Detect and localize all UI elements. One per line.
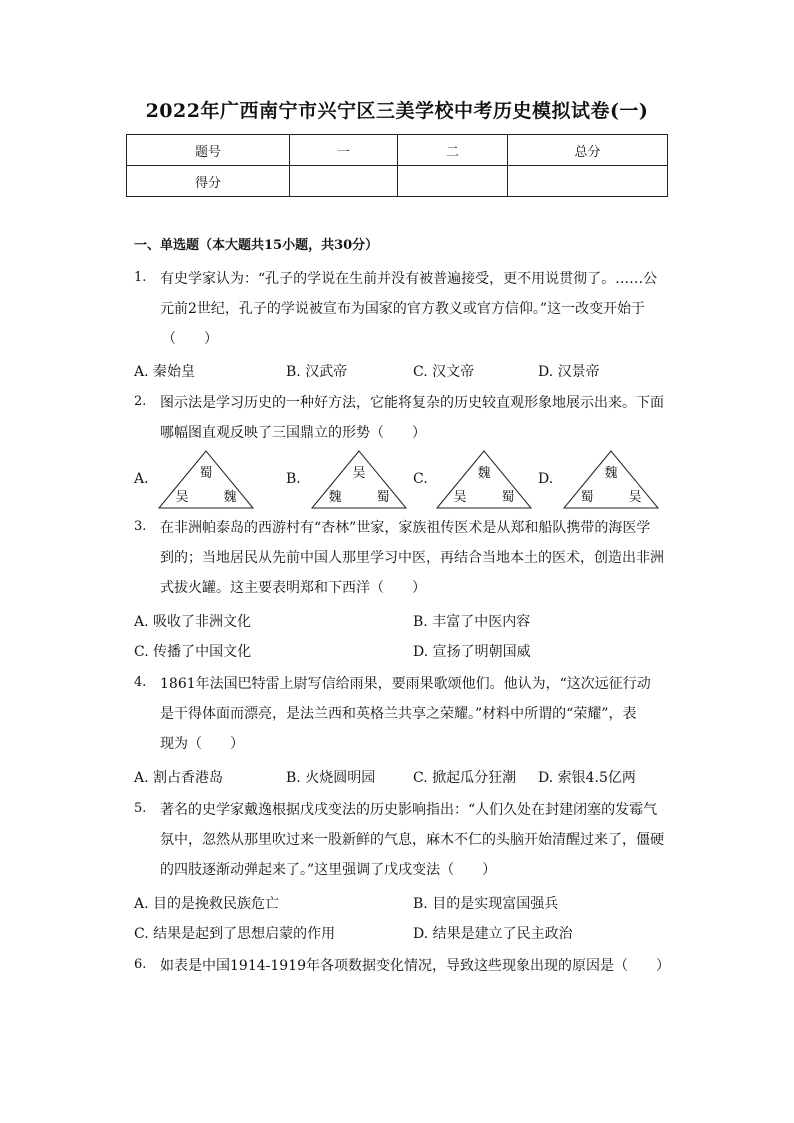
question-text: 元前2世纪，孔子的学说被宣布为国家的官方教义或官方信仰。”这一改变开始于: [160, 301, 646, 317]
option-a[interactable]: A. 割占香港岛: [134, 770, 224, 786]
question-number: 6.: [134, 957, 147, 972]
question-text: 1861年法国巴特雷上尉写信给雨果，要雨果歌颂他们。他认为，“这次远征行动: [160, 676, 651, 692]
question-text: 哪幅图直观反映了三国鼎立的形势（ ）: [160, 425, 426, 441]
option-d[interactable]: D. 汉景帝: [538, 364, 600, 380]
triangle-label-right: 魏: [223, 490, 237, 505]
page-title: 2022年广西南宁市兴宁区三美学校中考历史模拟试卷(一): [145, 100, 649, 122]
option-a[interactable]: A. 吸收了非洲文化: [134, 614, 252, 630]
question-text: 图示法是学习历史的一种好方法，它能将复杂的历史较直观形象地展示出来。下面: [160, 395, 664, 411]
question-text: （ ）: [162, 331, 218, 347]
option-c[interactable]: C. 汉文帝: [413, 364, 475, 380]
triangle-diagram: [563, 450, 659, 510]
question-text: 是干得体面而漂亮，是法兰西和英格兰共享之荣耀。”材料中所谓的“荣耀”，表: [160, 706, 637, 722]
table-cell: 二: [398, 135, 508, 166]
option-a[interactable]: A. 目的是挽救民族危亡: [134, 896, 280, 912]
option-c[interactable]: C. 结果是起到了思想启蒙的作用: [134, 926, 336, 942]
triangle-label-top: 吴: [352, 466, 366, 481]
option-d[interactable]: D. 宣扬了明朝国威: [413, 644, 531, 660]
option-c[interactable]: C. 传播了中国文化: [134, 644, 252, 660]
score-table-header-row: [127, 135, 668, 166]
question-number: 2.: [134, 394, 147, 409]
question-number: 1.: [134, 270, 147, 285]
option-b[interactable]: B. 汉武帝: [286, 364, 348, 380]
score-table: [126, 134, 668, 197]
question-text: 到的；当地居民从先前中国人那里学习中医，再结合当地本土的医术，创造出非洲: [160, 550, 664, 566]
question-text: 在非洲帕泰岛的西游村有“杏林”世家，家族祖传医术是从郑和船队携带的海医学: [160, 520, 651, 536]
score-cell: [290, 166, 398, 197]
triangle-label-top: 魏: [604, 466, 618, 481]
triangle-label-left: 魏: [328, 490, 342, 505]
table-cell: 总分: [508, 135, 668, 166]
question-number: 4.: [134, 675, 147, 690]
option-d[interactable]: D. 结果是建立了民主政治: [413, 926, 573, 942]
question-number: 5.: [134, 801, 147, 816]
question-number: 3.: [134, 519, 147, 534]
option-c[interactable]: C. 掀起瓜分狂潮: [413, 770, 517, 786]
option-c[interactable]: C.: [413, 471, 428, 487]
question-text: 式拔火罐。这主要表明郑和下西洋（ ）: [160, 580, 426, 596]
score-cell: [508, 166, 668, 197]
question-text: 如表是中国1914-1919年各项数据变化情况，导致这些现象出现的原因是（ ）: [160, 958, 670, 974]
question-text: 现为（ ）: [160, 736, 244, 752]
triangle-label-top: 魏: [477, 466, 491, 481]
triangle-label-left: 吴: [453, 490, 467, 505]
triangle-diagram: [158, 450, 254, 510]
triangle-label-right: 蜀: [376, 490, 390, 505]
option-d[interactable]: D. 索银4.5亿两: [538, 770, 636, 786]
score-table-row: [127, 166, 668, 197]
option-b[interactable]: B. 丰富了中医内容: [413, 614, 531, 630]
score-cell: [398, 166, 508, 197]
triangle-label-left: 吴: [175, 490, 189, 505]
question-text: 著名的史学家戴逸根据戊戌变法的历史影响指出：“人们久处在封建闭塞的发霉气: [160, 802, 658, 818]
option-d[interactable]: D.: [538, 471, 554, 487]
triangle-diagram: [436, 450, 532, 510]
option-b[interactable]: B. 目的是实现富国强兵: [413, 896, 559, 912]
option-a[interactable]: A.: [134, 471, 149, 487]
table-cell: 题号: [127, 135, 290, 166]
option-b[interactable]: B. 火烧圆明园: [286, 770, 376, 786]
option-a[interactable]: A. 秦始皇: [134, 364, 196, 380]
question-text: 的四肢逐渐动弹起来了。”这里强调了戊戌变法（ ）: [160, 862, 497, 878]
table-cell: 一: [290, 135, 398, 166]
option-b[interactable]: B.: [286, 471, 301, 487]
table-cell: 得分: [127, 166, 290, 197]
question-text: 有史学家认为：“孔子的学说在生前并没有被普遍接受，更不用说贯彻了。……公: [160, 271, 658, 287]
triangle-label-left: 蜀: [580, 490, 594, 505]
triangle-label-top: 蜀: [199, 466, 213, 481]
triangle-label-right: 蜀: [501, 490, 515, 505]
section-heading: 一、单选题（本大题共15小题，共30分）: [134, 238, 379, 253]
question-text: 氛中，忽然从那里吹过来一股新鲜的气息，麻木不仁的头脑开始清醒过来了，僵硬: [160, 832, 664, 848]
triangle-label-right: 吴: [628, 490, 642, 505]
triangle-diagram: [311, 450, 407, 510]
